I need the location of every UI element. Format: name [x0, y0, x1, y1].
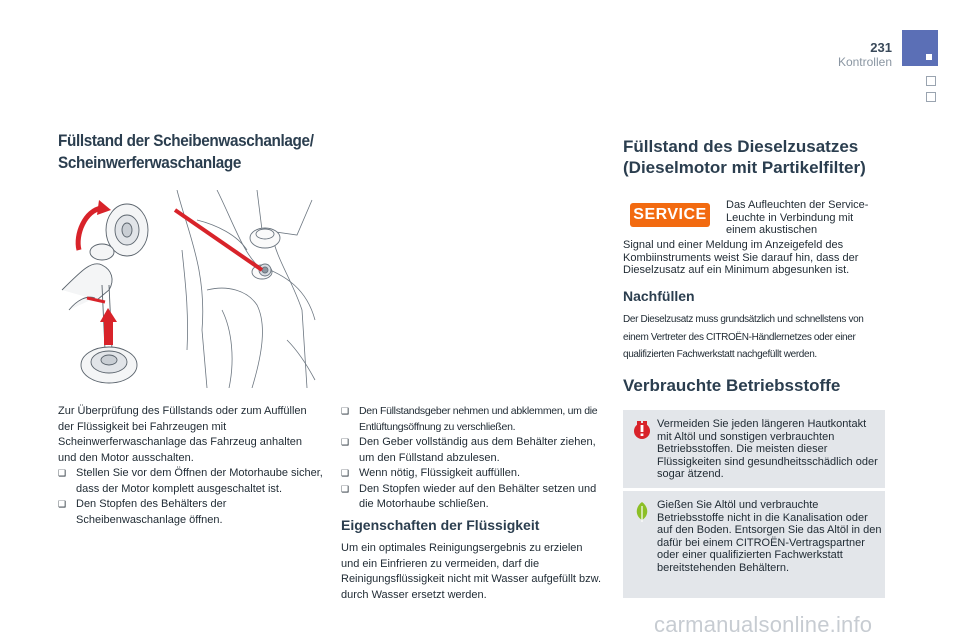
refill-heading: Nachfüllen — [623, 288, 695, 304]
up-arrow-icon — [104, 320, 113, 345]
list-item: ❑ Den Geber vollständig aus dem Behälter ziehen, um den Füllstand abzulesen. — [341, 435, 603, 466]
tab-dot-icon — [926, 54, 932, 60]
section-title-diesel-additive: Füllstand des Dieselzusatzes (Dieselmotor mit Partikelfilter) — [623, 137, 866, 177]
page-number: 231 — [870, 40, 892, 55]
list-item: ❑ Den Stopfen des Behälters der Scheibenwaschanlage öffnen. — [58, 497, 323, 528]
service-warning-icon: SERVICE — [630, 203, 710, 227]
leaf-icon — [633, 501, 651, 523]
bullet-icon: ❑ — [341, 483, 350, 494]
bullet-icon: ❑ — [58, 499, 67, 509]
list-item: ❑ Stellen Sie vor dem Öffnen der Motorhaube sicher, dass der Motor komplett ausgeschaltet ist. — [58, 466, 323, 497]
bullet-icon: ❑ — [341, 437, 350, 447]
watermark: carmanualsonline.info — [654, 612, 873, 637]
chapter-tab-empty[interactable] — [926, 76, 936, 86]
section-label: Kontrollen — [837, 55, 892, 69]
washer-intro: Zur Überprüfung des Füllstands oder zum Auffüllen der Flüssigkeit bei Fahrzeugen mit Scheinwerferwaschanlage das Fahrzeug anhalten und den Motor ausschalten. — [58, 405, 307, 464]
list-item: ❑ Den Füllstandsgeber nehmen und abklemmen, um die Entlüftungsöffnung zu verschließen. — [341, 404, 603, 435]
bullet-icon: ❑ — [341, 406, 349, 416]
washer-instructions — [58, 404, 323, 528]
list-item: ❑ Den Stopfen wieder auf den Behälter setzen und die Motorhaube schließen. — [341, 482, 603, 513]
bullet-icon: ❑ — [58, 468, 67, 478]
environment-box — [623, 491, 885, 598]
chapter-tab[interactable] — [902, 30, 938, 66]
properties-heading: Eigenschaften der Flüssigkeit — [341, 517, 540, 533]
warning-text: Vermeiden Sie jeden längeren Hautkontakt mit Altöl und sonstigen verbrauchten Betriebsstoffen. Die meisten dieser Flüssigkeiten sind gesundheitsschädlich oder sogar ätzend. — [657, 418, 878, 480]
washer-steps — [341, 404, 603, 513]
bullet-icon: ❑ — [341, 468, 350, 478]
chapter-tab-empty[interactable] — [926, 92, 936, 102]
environment-text: Gießen Sie Altöl und verbrauchte Betriebsstoffe nicht in die Kanalisation oder auf den Boden. Entsorgen Sie das Altöl in den dafür bei einem CITROËN-Vertragspartner oder einer qualifizierten Fachwerkstatt bereitstehenden Behältern. — [657, 499, 882, 574]
refill-text: Der Dieselzusatz muss grundsätzlich und schnellstens von einem Vertreter des CITROËN-Händlernetzes oder einer qualifizierten Fachwerkstatt nachgefüllt werden. — [623, 314, 864, 360]
service-text-indent: Das Aufleuchten der Service-Leuchte in Verbindung mit einem akustischen — [726, 199, 869, 236]
engine-bay-drawing — [57, 190, 318, 388]
washer-reservoir-illustration — [57, 190, 318, 388]
pointer-arrow-icon — [175, 210, 262, 270]
service-text-full: Signal und einer Meldung im Anzeigefeld des Kombiinstruments weist Sie darauf hin, dass der Dieselzusatz auf ein Minimum abgesunken ist. — [623, 239, 859, 276]
warning-icon — [633, 420, 651, 440]
section-title-washer: Füllstand der Scheibenwaschanlage/ Scheinwerferwaschanlage — [58, 131, 314, 172]
list-item: ❑ Wenn nötig, Flüssigkeit auffüllen. — [341, 466, 603, 482]
used-fluids-heading: Verbrauchte Betriebsstoffe — [623, 376, 841, 395]
warning-box — [623, 410, 885, 488]
properties-text: Um ein optimales Reinigungsergebnis zu erzielen und ein Einfrieren zu vermeiden, darf die Reinigungsflüssigkeit nicht mit Wasser aufgefüllt bzw. durch Wasser ersetzt werden. — [341, 542, 602, 601]
